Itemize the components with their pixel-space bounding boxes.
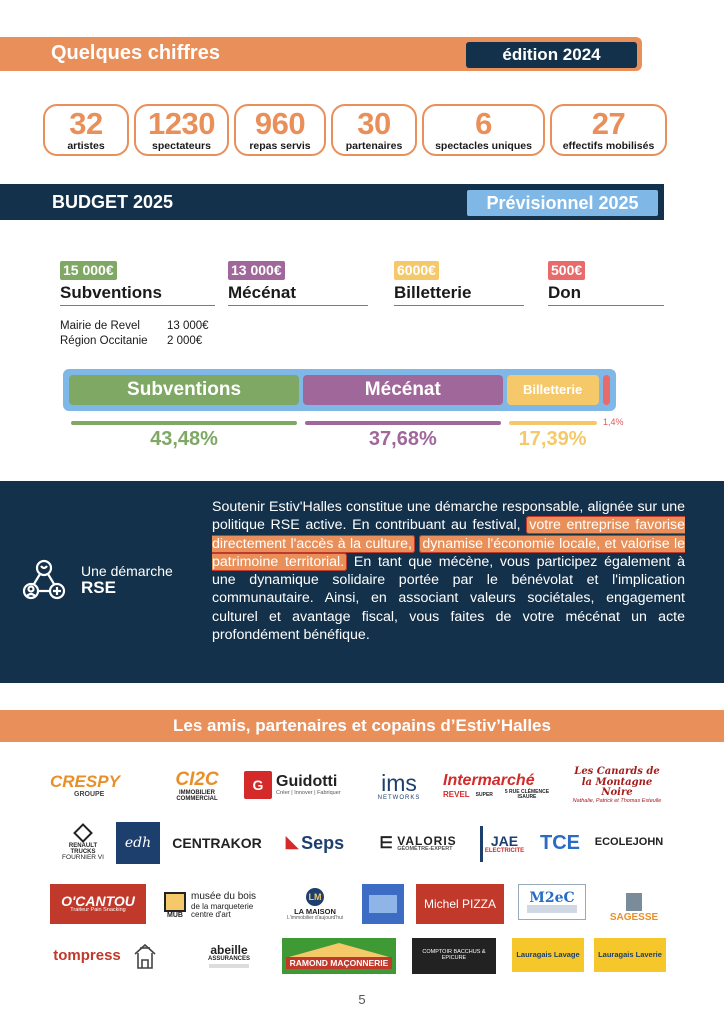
logo-text: FOURNIER VI <box>62 854 104 862</box>
canards-logo <box>568 766 666 806</box>
michel-pizza-logo <box>416 884 504 924</box>
detail-row <box>60 319 209 334</box>
building-image <box>369 895 397 913</box>
rse-big-title: RSE <box>81 578 116 597</box>
rse-text-b: En tant que mécène, vous participez également à une dynamique solidaire portée par le bénévolat et l'implication communautaire. Ainsi, en associant valeurs sociétales, engagement culturel et avantage fiscal, vous faites de votre mécénat un acte profondément bénéfique. <box>212 553 685 644</box>
logo-text: RENAULT <box>68 842 98 849</box>
seps-logo <box>274 830 356 856</box>
ci2c-logo <box>162 766 232 806</box>
logo-text: Créer | Innover | Fabriquer <box>276 789 341 796</box>
detail-label: Région Occitanie <box>60 335 148 347</box>
stat-effectifs <box>550 104 667 156</box>
budget-item-billetterie <box>394 260 524 306</box>
percentage-underline <box>71 421 297 425</box>
detail-row <box>60 334 209 349</box>
ims-logo <box>370 770 428 802</box>
budget-name: Don <box>548 283 664 306</box>
stat-spectateurs <box>134 104 229 156</box>
logo-text: SAGESSE <box>609 911 659 923</box>
bar-segment-mécénat: Mécénat <box>303 375 502 405</box>
la-maison-logo <box>284 884 346 926</box>
logo-text: GÉOMÈTRE-EXPERT <box>397 846 453 853</box>
stat-value: 30 <box>357 106 391 141</box>
logo-text: tompress <box>53 947 121 965</box>
ramond-logo <box>282 938 396 974</box>
guidotti-logo <box>244 768 356 802</box>
ramond-roof-icon <box>289 943 389 957</box>
detail-value: 13 000€ <box>167 320 209 332</box>
budget-name: Billetterie <box>394 283 524 306</box>
ocantou-logo <box>50 884 146 924</box>
logo-text: ECOLEJOHN <box>594 836 664 849</box>
crespy-logo <box>50 770 148 802</box>
logo-text: Nathalie, Patrick et Thomas Esteulle <box>572 797 662 804</box>
stat-label: repas servis <box>249 140 311 152</box>
bar-segment-don <box>603 375 610 405</box>
budget-amount: 500€ <box>548 261 585 280</box>
logo-text: centre d'art <box>191 910 231 920</box>
logo-text: IMMOBILIER COMMERCIAL <box>176 789 218 802</box>
logo-text: MUB <box>167 912 183 920</box>
logo-text: TRUCKS <box>70 849 96 856</box>
logo-text: Les Canards de la Montagne Noire <box>574 766 660 799</box>
rse-text-a: Soutenir Estiv'Halles constitue une démarche responsable, alignée sur une politique RSE active. En contribuant au festival, <box>212 499 685 534</box>
logo-text: M2eC <box>529 889 575 906</box>
logo-text: Lauragais Lavage <box>516 950 580 960</box>
renault-diamond-icon <box>73 823 93 843</box>
stat-value: 32 <box>69 106 103 141</box>
logo-text: RAMOND MAÇONNERIE <box>286 957 393 970</box>
house-icon <box>131 940 159 972</box>
logo-text: LA MAISON <box>294 907 336 917</box>
edh-logo <box>116 822 160 864</box>
abeille-logo <box>196 938 262 974</box>
page-number: 5 <box>358 992 366 1007</box>
don-percentage: 1,4% <box>603 417 624 427</box>
sagesse-emblem-icon <box>626 893 642 911</box>
previsionnel-badge: Prévisionnel 2025 <box>467 190 658 216</box>
logo-text: musée du bois <box>191 891 257 903</box>
logo-text: SUPER <box>475 791 493 798</box>
tce-logo <box>538 826 582 860</box>
logo-text: L'immobilier d'aujourd'hui <box>287 915 343 922</box>
logo-text: JAE <box>490 832 519 849</box>
comptoir-logo <box>412 938 496 974</box>
m2ec-logo <box>518 884 586 920</box>
logo-text: Lauragais Laverie <box>598 950 662 960</box>
logo-text: ASSURANCES <box>207 956 250 963</box>
logo-text: O'CANTOU <box>61 892 135 909</box>
budget-amount: 6000€ <box>394 261 439 280</box>
logo-text: 5 RUE CLÉMENCE ISAURE <box>504 789 550 801</box>
budget-stacked-bar <box>63 369 616 411</box>
percentage-label: 43,48% <box>150 428 218 450</box>
rse-small-title: Une démarche <box>81 563 173 579</box>
lauragais-lavage-logo <box>512 938 584 972</box>
stat-label: spectacles uniques <box>435 140 532 152</box>
logo-text: CRESPY <box>50 772 120 792</box>
section-title: Quelques chiffres <box>51 42 220 64</box>
house-outline-logo <box>130 938 160 974</box>
valoris-logo <box>370 830 466 858</box>
edition-badge: édition 2024 <box>466 42 637 68</box>
detail-value: 2 000€ <box>167 335 203 347</box>
logo-text: VALORIS <box>397 833 457 848</box>
logo-text: ims <box>381 769 417 796</box>
stat-spectacles <box>422 104 545 156</box>
mub-logo <box>164 886 274 926</box>
logo-text: Traiteur Pain Snacking <box>70 907 126 914</box>
bar-segment-billetterie: Billetterie <box>507 375 599 405</box>
m2ec-subtitle-mark <box>527 905 577 913</box>
rse-highlight-1: votre entreprise favorise directement l'accès à la culture, <box>212 517 685 552</box>
budget-name: Subventions <box>60 283 215 306</box>
logo-text: abeille <box>210 942 248 957</box>
logo-text: REVEL <box>443 790 470 800</box>
guidotti-g-icon: G <box>244 771 272 799</box>
rse-paragraph <box>212 498 685 644</box>
logo-text: edh <box>124 834 152 851</box>
stat-label: spectateurs <box>152 140 211 152</box>
budget-amount: 13 000€ <box>228 261 285 280</box>
logo-text: CI2C <box>175 768 219 790</box>
logo-text: CENTRAKOR <box>172 834 262 851</box>
lauragais-laverie-logo <box>594 938 666 972</box>
stat-value: 6 <box>475 106 492 141</box>
logo-text: Seps <box>301 832 345 853</box>
intermarche-logo <box>443 770 555 804</box>
centrakor-logo <box>172 828 262 858</box>
budget-item-don <box>548 260 664 306</box>
logo-text: NETWORKS <box>377 794 421 801</box>
stat-value: 1230 <box>148 106 215 141</box>
stat-label: partenaires <box>345 140 403 152</box>
budget-item-subventions <box>60 260 215 306</box>
stat-label: effectifs mobilisés <box>562 140 655 152</box>
stat-value: 960 <box>254 106 306 141</box>
budget-item-mecenat <box>228 260 368 306</box>
logo-text: Guidotti <box>276 772 338 790</box>
subventions-detail <box>60 319 209 349</box>
building-photo-logo <box>362 884 404 924</box>
renault-trucks-logo <box>58 822 108 866</box>
logo-text: GROUPE <box>74 791 105 799</box>
logo-text: de la marqueterie <box>191 901 254 911</box>
abeille-address-mark <box>209 964 249 968</box>
partners-title: Les amis, partenaires et copains d’Estiv’Halles <box>173 716 551 735</box>
tompress-logo <box>48 942 126 970</box>
bar-segment-subventions: Subventions <box>69 375 299 405</box>
stat-value: 27 <box>591 106 626 141</box>
percentage-underline <box>305 421 500 425</box>
sagesse-logo <box>600 888 668 928</box>
rse-network-icon <box>20 556 68 604</box>
budget-amount: 15 000€ <box>60 261 117 280</box>
logo-text: COMPTOIR BACCHUS & EPICURE <box>422 949 486 961</box>
stat-repas <box>234 104 326 156</box>
jae-logo <box>480 826 526 862</box>
detail-label: Mairie de Revel <box>60 320 140 332</box>
valoris-e-icon: ⋿ <box>379 834 394 852</box>
budget-name: Mécénat <box>228 283 368 306</box>
logo-text: TCE <box>540 831 580 854</box>
mub-square-icon <box>164 892 186 912</box>
logo-text: ELECTRICITE <box>484 848 525 855</box>
percentage-underline <box>509 421 597 425</box>
budget-title: BUDGET 2025 <box>52 192 174 212</box>
stat-artistes <box>43 104 129 156</box>
stat-partenaires <box>331 104 417 156</box>
ecolejohn-logo <box>596 830 664 856</box>
percentage-label: 17,39% <box>518 428 587 450</box>
rse-highlight-2: dynamise l'économie locale, et valorise le patrimoine territorial. <box>212 535 685 570</box>
percentage-label: 37,68% <box>368 428 437 450</box>
logo-text: Intermarché <box>443 772 535 790</box>
seps-chevron-icon: ◣ <box>285 833 299 851</box>
stat-label: artistes <box>67 140 105 152</box>
logo-text: Michel PIZZA <box>423 896 496 911</box>
la-maison-monogram-icon: LM <box>306 888 324 906</box>
